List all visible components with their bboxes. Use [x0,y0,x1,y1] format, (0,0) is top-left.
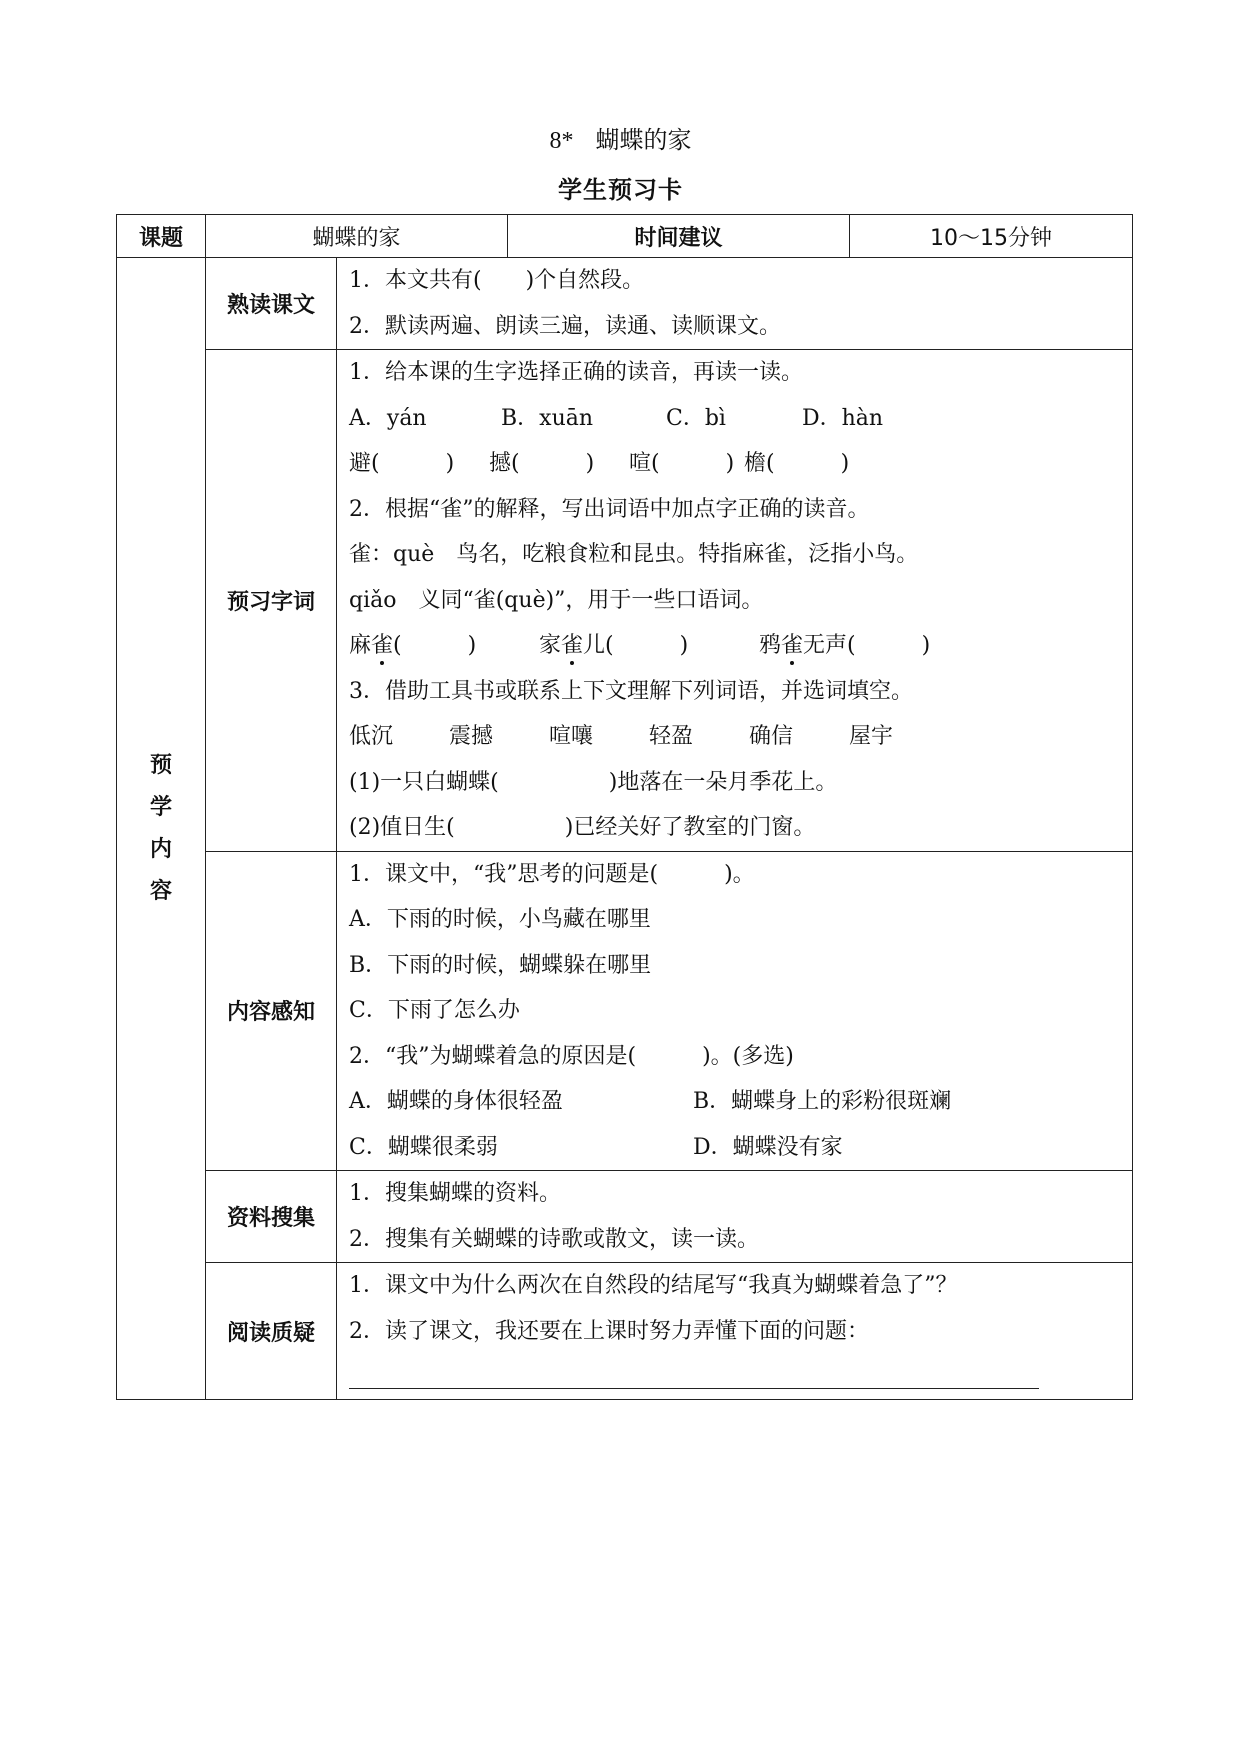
time-value: 10～15分钟 [850,215,1133,258]
section-read [117,258,1133,350]
side-label: 预 学 内 容 [117,258,206,1400]
content-q1-a: A．下雨的时候，小鸟藏在哪里 [349,907,651,932]
content-q2-d: D．蝴蝶没有家 [693,1134,843,1160]
section-content-read [337,258,1133,350]
section-label-read: 熟读课文 [206,258,337,350]
definition-1: 雀：què 鸟名，吃粮食粒和昆虫。特指麻雀，泛指小鸟。 [349,542,919,567]
section-question [117,1263,1133,1400]
section-content-words [337,350,1133,852]
lesson-title [0,120,1241,155]
read-line-2: 2．默读两遍、朗读三遍，读通、读顺课文。 [349,313,781,339]
card-subtitle: 学生预习卡 [558,176,683,204]
dotted-words [349,623,1120,669]
vocab-2: 震撼 [449,724,494,749]
section-label-words: 预习字词 [206,350,337,852]
section-words [117,350,1133,852]
topic-label: 课题 [117,215,206,258]
fill-1: (1)一只白蝴蝶( )地落在一朵月季花上。 [349,769,838,795]
preview-card-table [116,214,1133,1400]
vocab-3: 喧嚷 [549,724,594,749]
char-blanks [349,441,1120,487]
definition-2: qiǎo 义同“雀(què)”，用于一些口语词。 [349,587,764,613]
lesson-title-text: 蝴蝶的家 [595,126,692,154]
header-row [117,215,1133,258]
vocab-1: 低沉 [349,724,394,749]
option-a: A．yán [349,405,427,431]
question-line-2: 2．读了课文，我还要在上课时努力弄懂下面的问题： [349,1318,869,1344]
content-q1-c: C．下雨了怎么办 [349,998,520,1023]
vocab-6: 屋宇 [849,724,894,749]
question-line-1: 1．课文中为什么两次在自然段的结尾写“我真为蝴蝶着急了”？ [349,1273,958,1298]
section-label-collect: 资料搜集 [206,1171,337,1263]
content-q1: 1．课文中，“我”思考的问题是( )。 [349,861,755,887]
char-blank-2: 撼( ) [489,451,595,476]
char-blank-1: 避( ) [349,451,455,476]
section-label-content: 内容感知 [206,851,337,1171]
option-b: B．xuān [501,405,594,431]
section-content-question [337,1263,1133,1400]
answer-line[interactable] [349,1358,1039,1389]
dotted-word-3: 鸦雀无声( ) [759,623,930,669]
option-d: D．hàn [802,405,884,431]
words-q2: 2．根据“雀”的解释，写出词语中加点字正确的读音。 [349,496,870,522]
vocab-4: 轻盈 [649,724,694,749]
char-blank-3: 喧( ) [629,451,735,476]
time-label: 时间建议 [508,215,850,258]
words-q1: 1．给本课的生字选择正确的读音，再读一读。 [349,360,803,385]
content-q2-c: C．蝴蝶很柔弱 [349,1134,498,1160]
section-collect [117,1171,1133,1263]
vocab-5: 确信 [749,724,794,749]
section-label-question: 阅读质疑 [206,1263,337,1400]
content-q2-a: A．蝴蝶的身体很轻盈 [349,1089,563,1114]
fill-2: (2)值日生( )已经关好了教室的门窗。 [349,815,816,840]
content-q2-b: B．蝴蝶身上的彩粉很斑斓 [693,1089,952,1114]
read-line-1: 1．本文共有( )个自然段。 [349,268,645,293]
content-q2: 2．“我”为蝴蝶着急的原因是( )。(多选) [349,1043,794,1069]
section-content [117,851,1133,1171]
content-q1-b: B．下雨的时候，蝴蝶躲在哪里 [349,952,652,978]
collect-line-1: 1．搜集蝴蝶的资料。 [349,1181,561,1206]
content-q2-cd [349,1125,1120,1171]
collect-line-2: 2．搜集有关蝴蝶的诗歌或散文，读一读。 [349,1226,759,1252]
topic-value: 蝴蝶的家 [206,215,508,258]
section-content-collect [337,1171,1133,1263]
lesson-number: 8* [549,128,574,154]
dotted-word-1: 麻雀( ) [349,623,539,669]
words-q3: 3．借助工具书或联系上下文理解下列词语，并选词填空。 [349,678,913,704]
option-c: C．bì [666,405,726,431]
vocab-list [349,714,1120,760]
pinyin-options [349,396,1120,442]
dotted-word-2: 家雀儿( ) [539,623,759,669]
section-content-content [337,851,1133,1171]
char-blank-4: 檐( ) [744,451,850,476]
content-q2-ab [349,1079,1120,1125]
